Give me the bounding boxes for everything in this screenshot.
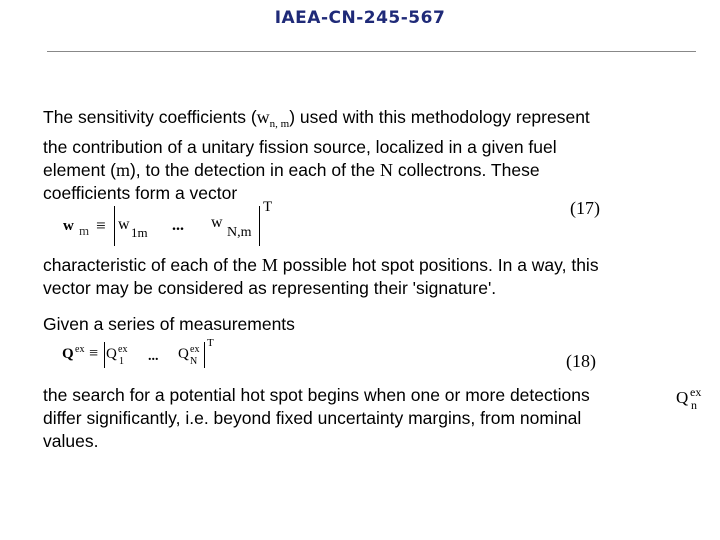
eq17-wN: w bbox=[211, 214, 223, 231]
para1-text-b: ) used with this methodology represent bbox=[289, 107, 590, 127]
eq17-dots: ... bbox=[172, 217, 184, 234]
eq17-lhs-w: w bbox=[63, 218, 74, 234]
eq18-QN-superscript: ex bbox=[190, 344, 200, 355]
symbol-N: N bbox=[380, 160, 393, 180]
eq18-lhs-Q: Q bbox=[62, 346, 74, 362]
paragraph-search bbox=[43, 384, 590, 453]
eq18-QN: Q bbox=[178, 346, 189, 362]
para1-line4: coefficients form a vector bbox=[43, 183, 238, 203]
eq17-number: (17) bbox=[570, 198, 600, 218]
para4-line2: differ significantly, i.e. beyond fixed uncertainty margins, from nominal bbox=[43, 408, 582, 428]
eq18-number: (18) bbox=[566, 351, 596, 371]
eq18-Q1-superscript: ex bbox=[118, 344, 128, 355]
eq18-dots: ... bbox=[148, 349, 159, 364]
para4-line1: the search for a potential hot spot begins when one or more detections bbox=[43, 385, 590, 405]
eq17-lhs-subscript: m bbox=[79, 223, 90, 238]
symbol-m: m bbox=[115, 160, 130, 180]
symbol-w: w bbox=[256, 107, 270, 127]
document-id: IAEA-CN-245-567 bbox=[274, 8, 446, 28]
eq18-equiv: ≡ bbox=[89, 345, 99, 362]
eq18-Q1: Q bbox=[106, 346, 117, 362]
eq18-left-bracket bbox=[104, 342, 105, 368]
eq17-wN-subscript: N,m bbox=[227, 225, 252, 240]
para2-line2: vector may be considered as representing their 'signature'. bbox=[43, 278, 497, 298]
eq17-left-bracket bbox=[114, 206, 115, 246]
symbol-Qn-subscript: n bbox=[691, 398, 697, 412]
header-divider bbox=[47, 51, 696, 52]
para1-text-a: The sensitivity coefficients ( bbox=[43, 107, 257, 127]
eq18-lhs-superscript: ex bbox=[75, 344, 85, 355]
para1-text-c: element ( bbox=[43, 160, 116, 180]
para1-line1 bbox=[43, 106, 590, 136]
paragraph-sensitivity bbox=[43, 106, 590, 205]
eq17-w1: w bbox=[118, 216, 130, 233]
eq17-equiv: ≡ bbox=[96, 216, 106, 235]
eq18-transpose: T bbox=[207, 337, 214, 349]
para2-line1 bbox=[43, 254, 599, 277]
para3-line1: Given a series of measurements bbox=[43, 314, 295, 334]
para1-line2: the contribution of a unitary fission source, localized in a given fuel bbox=[43, 137, 557, 157]
paragraph-measurements bbox=[43, 313, 295, 336]
para1-text-e: collectrons. These bbox=[393, 160, 540, 180]
paragraph-characteristic bbox=[43, 254, 599, 300]
symbol-Qn-superscript: ex bbox=[690, 385, 702, 399]
eq17-transpose: T bbox=[263, 199, 273, 215]
symbol-M: M bbox=[261, 255, 278, 275]
symbol-Qn: Q bbox=[676, 388, 689, 407]
para2-text-a: characteristic of each of the bbox=[43, 255, 262, 275]
para1-text-d: ), to the detection in each of the bbox=[129, 160, 380, 180]
eq18-Q1-subscript: 1 bbox=[119, 356, 124, 367]
symbol-w-subscript: n, m bbox=[269, 118, 290, 130]
eq18-QN-subscript: N bbox=[190, 356, 198, 367]
eq18-right-bracket bbox=[204, 342, 205, 368]
para2-text-b: possible hot spot positions. In a way, this bbox=[277, 255, 599, 275]
para1-line3 bbox=[43, 159, 590, 182]
eq17-w1-subscript: 1m bbox=[131, 225, 148, 240]
eq17-right-bracket bbox=[259, 206, 260, 246]
para4-line3: values. bbox=[43, 431, 99, 451]
